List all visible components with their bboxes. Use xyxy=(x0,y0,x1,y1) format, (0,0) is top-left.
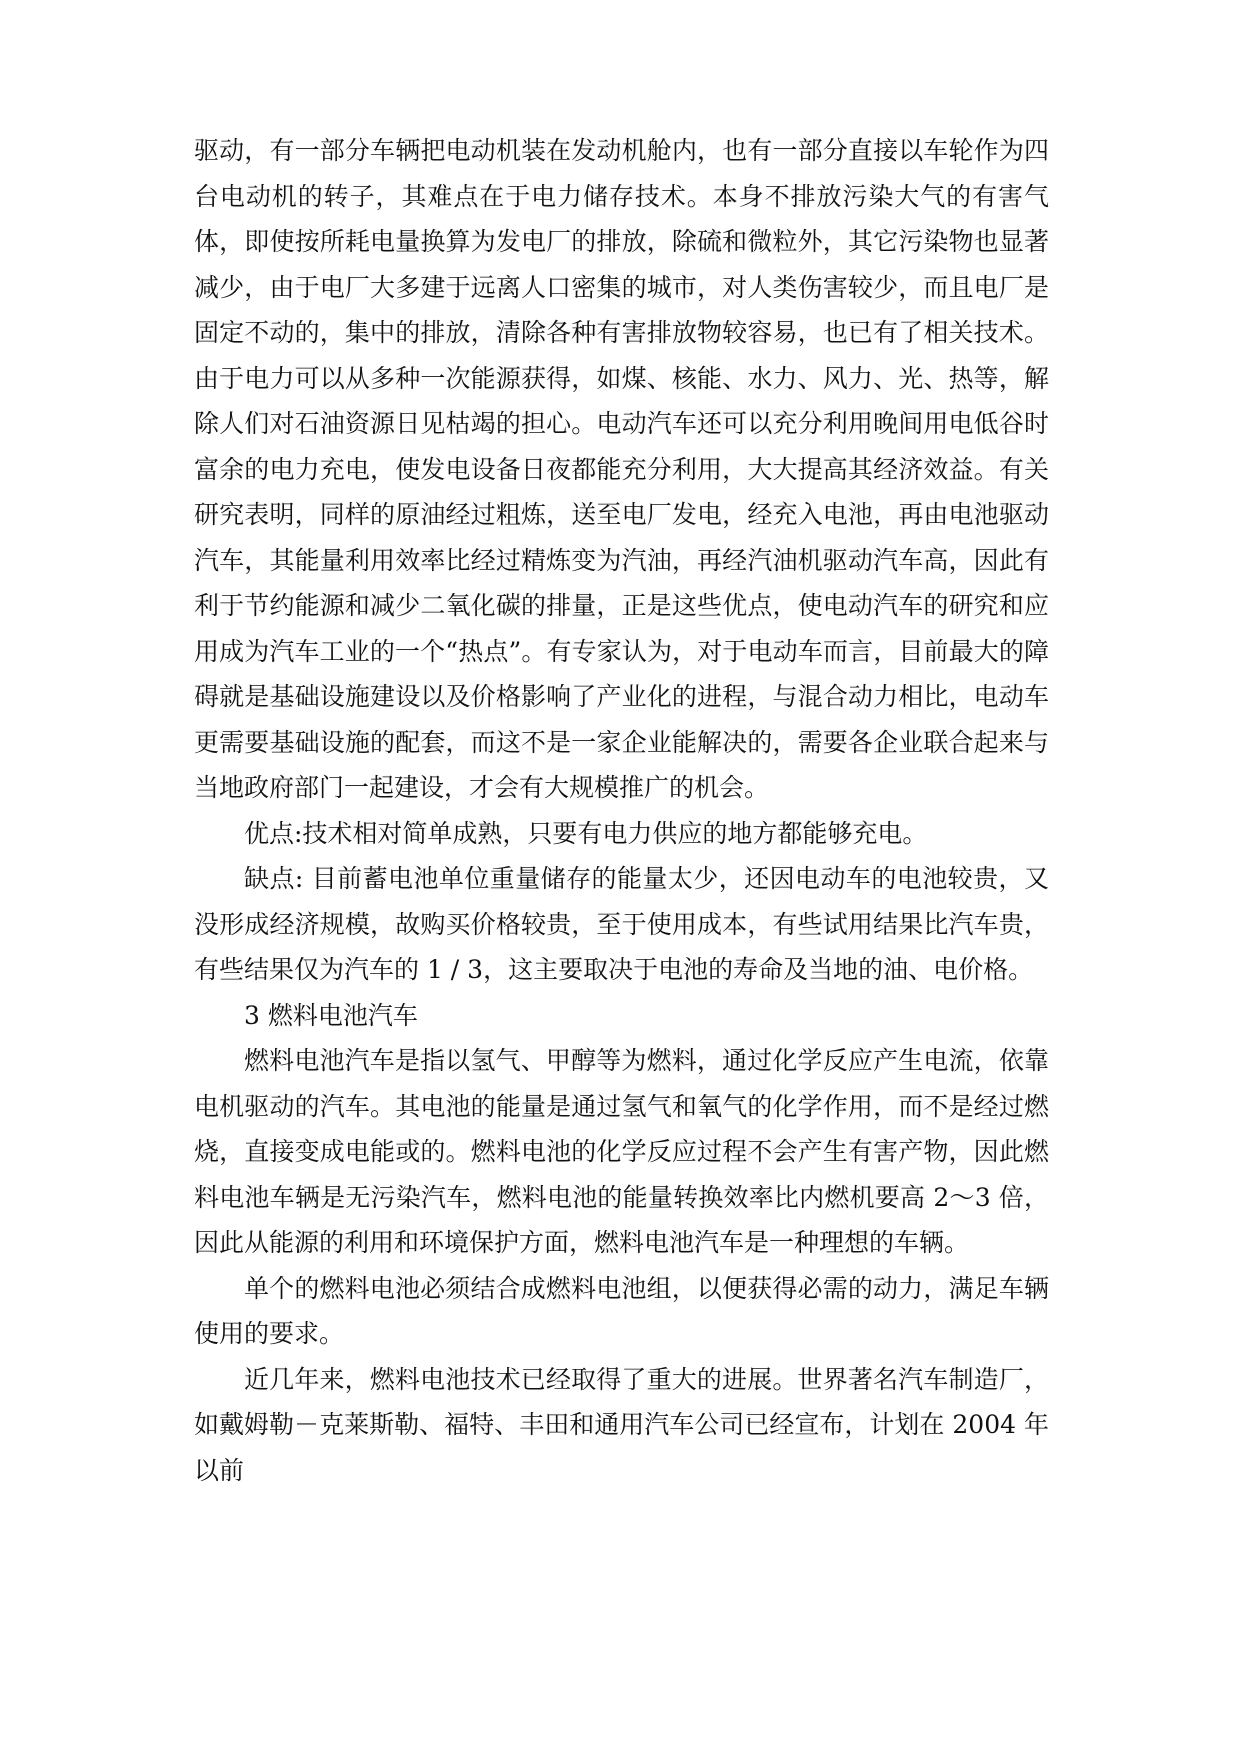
paragraph-advantages: 优点:技术相对简单成熟，只要有电力供应的地方都能够充电。 xyxy=(244,818,928,848)
document-page xyxy=(194,128,1049,1493)
paragraph-electric-vehicle-continuation: 驱动，有一部分车辆把电动机装在发动机舱内，也有一部分直接以车轮作为四台电动机的转子，其难点在于电力储存技术。本身不排放污染大气的有害气体，即使按所耗电量换算为发电厂的排放，除硫和微粒外，其它污染物也显著减少，由于电厂大多建于远离人口密集的城市，对人类伤害较少，而且电厂是固定不动的，集中的排放，清除各种有害排放物较容易，也已有了相关技术。由于电力可以从多种一次能源获得，如煤、核能、水力、风力、光、热等，解除人们对石油资源日见枯竭的担心。电动汽车还可以充分利用晚间用电低谷时富余的电力充电，使发电设备日夜都能充分利用，大大提高其经济效益。有关研究表明，同样的原油经过粗炼，送至电厂发电，经充入电池，再由电池驱动汽车，其能量利用效率比经过精炼变为汽油，再经汽油机驱动汽车高，因此有利于节约能源和减少二氧化碳的排量，正是这些优点，使电动汽车的研究和应用成为汽车工业的一个“热点”。有专家认为，对于电动车而言，目前最大的障碍就是基础设施建设以及价格影响了产业化的进程，与混合动力相比，电动车更需要基础设施的配套，而这不是一家企业能解决的，需要各企业联合起来与当地政府部门一起建设，才会有大规模推广的机会。 xyxy=(194,136,1049,802)
paragraph-recent-progress: 近几年来，燃料电池技术已经取得了重大的进展。世界著名汽车制造厂，如戴姆勒－克莱斯勒、福特、丰田和通用汽车公司已经宣布，计划在 2004 年以前 xyxy=(194,1364,1049,1485)
section-heading-fuel-cell-vehicle: 3 燃料电池汽车 xyxy=(244,1000,418,1030)
paragraph-fuel-cell-definition: 燃料电池汽车是指以氢气、甲醇等为燃料，通过化学反应产生电流，依靠电机驱动的汽车。其电池的能量是通过氢气和氧气的化学作用，而不是经过燃烧，直接变成电能或的。燃料电池的化学反应过程不会产生有害产物，因此燃料电池车辆是无污染汽车，燃料电池的能量转换效率比内燃机要高 2～3 倍，因此从能源的利用和环境保护方面，燃料电池汽车是一种理想的车辆。 xyxy=(194,1046,1049,1257)
paragraph-disadvantages: 缺点: 目前蓄电池单位重量储存的能量太少，还因电动车的电池较贵，又没形成经济规模，故购买价格较贵，至于使用成本，有些试用结果比汽车贵，有些结果仅为汽车的 1 / 3，这主要取决于电池的寿命及当地的油、电价格。 xyxy=(194,864,1049,984)
paragraph-fuel-cell-stack: 单个的燃料电池必须结合成燃料电池组，以便获得必需的动力，满足车辆使用的要求。 xyxy=(194,1273,1049,1348)
